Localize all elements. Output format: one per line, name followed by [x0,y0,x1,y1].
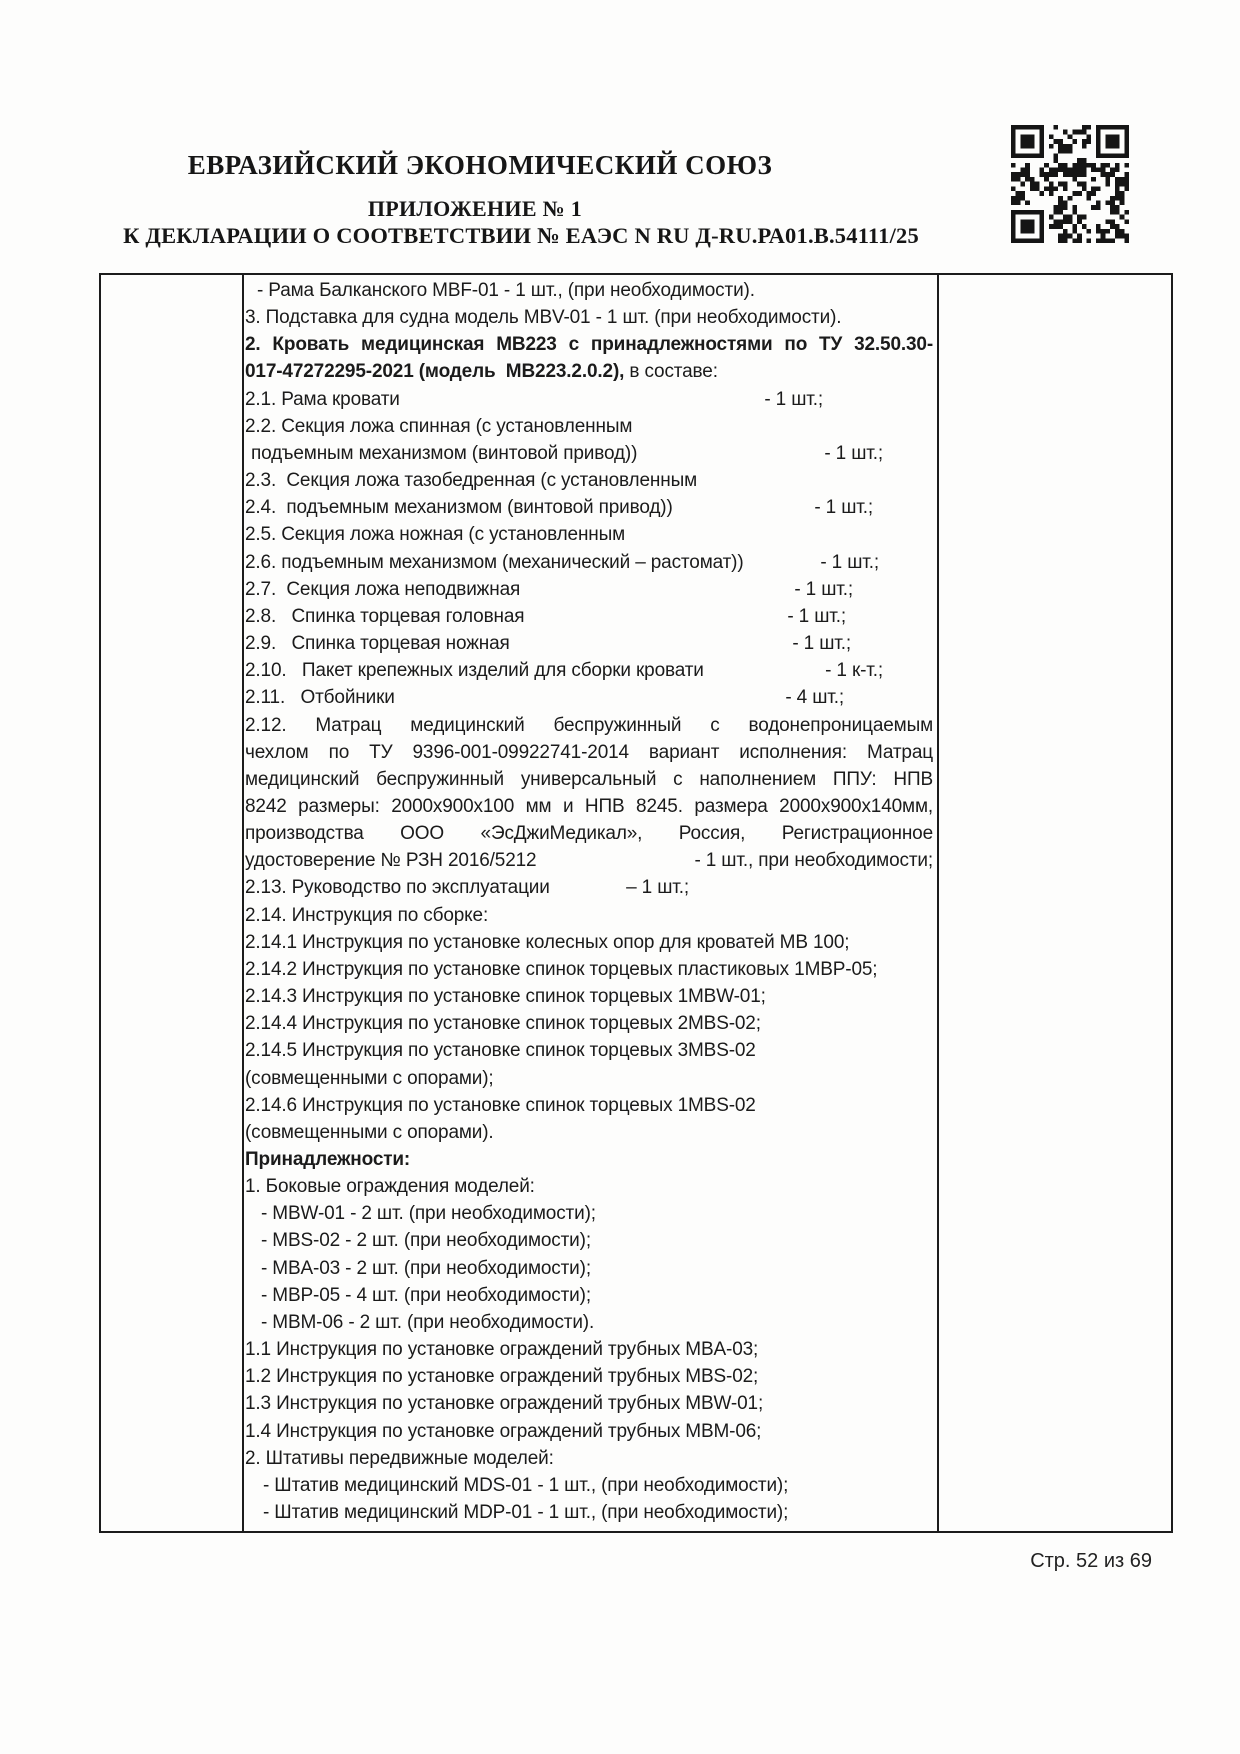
table-row: (совмещенными с опорами). [245,1121,494,1143]
table-row: 1.1 Инструкция по установке ограждений трубных MBA-03; [245,1339,759,1361]
table-row: 2.14.4 Инструкция по установке спинок торцевых 2MBS-02; [245,1013,761,1035]
table-row: 2.3. Секция ложа тазобедренная (с установленным [245,470,698,492]
header-declaration-number: К ДЕКЛАРАЦИИ О СООТВЕТСТВИИ № ЕАЭС N RU Д-RU.РА01.В.54111/25 [123,223,919,248]
table-row: 2.1. Рама кровати - 1 шт.; [245,388,823,410]
table-row: - Штатив медицинский MDP-01 - 1 шт., (при необходимости); [263,1502,789,1524]
table-row: 2.9. Спинка торцевая ножная - 1 шт.; [245,633,851,655]
table-row: 2.12. Матрац медицинский беспружинный с водонепроницаемым [245,714,933,736]
table-row: 3. Подставка для судна модель MBV-01 - 1 шт. (при необходимости). [245,307,842,329]
table-row: - MBW-01 - 2 шт. (при необходимости); [261,1203,596,1225]
table-column-divider-right [937,275,939,1531]
table-row: 2.8. Спинка торцевая головная - 1 шт.; [245,605,846,627]
table-content-column [245,277,933,1526]
table-column-divider-left [242,275,244,1531]
table-row: производства ООО «ЭсДжиМедикал», Россия, Регистрационное [245,823,933,845]
table-row: 2.14. Инструкция по сборке: [245,904,489,926]
table-row: 2.5. Секция ложа ножная (с установленным [245,524,626,546]
table-row: 2.13. Руководство по эксплуатации – 1 шт.; [245,877,689,899]
table-row: 1.4 Инструкция по установке ограждений трубных MBM-06; [245,1420,762,1442]
table-row: 2.14.3 Инструкция по установке спинок торцевых 1MBW-01; [245,986,766,1008]
table-row: (совмещенными с опорами); [245,1067,494,1089]
table-row: - Штатив медицинский MDS-01 - 1 шт., (при необходимости); [263,1474,789,1496]
table-row: 017-47272295-2021 (модель МВ223.2.0.2), в составе: [245,361,718,383]
table-row: - Рама Балканского MBF-01 - 1 шт., (при необходимости). [257,280,755,301]
table-row: - MBS-02 - 2 шт. (при необходимости); [261,1230,591,1252]
table-row: удостоверение № РЗН 2016/5212 - 1 шт., при необходимости; [245,850,933,872]
table-row: медицинский беспружинный универсальный с наполнением ППУ: НПВ [245,768,933,790]
table-row: 2.4. подъемным механизмом (винтовой привод)) - 1 шт.; [245,497,873,519]
table-row: чехлом по ТУ 9396-001-09922741-2014 вариант исполнения: Матрац [245,741,933,763]
table-row: Принадлежности: [245,1149,411,1170]
table-row: 2.11. Отбойники - 4 шт.; [245,687,844,709]
header-appendix-title: ПРИЛОЖЕНИЕ № 1 [367,196,583,221]
table-row: 2.14.2 Инструкция по установке спинок торцевых пластиковых 1МВР-05; [245,958,878,980]
table-row: 1.3 Инструкция по установке ограждений трубных MBW-01; [245,1393,764,1415]
table-row: 2.14.5 Инструкция по установке спинок торцевых 3MBS-02 [245,1040,756,1062]
table-row: 2. Штативы передвижные моделей: [245,1447,554,1469]
table-row: - MBP-05 - 4 шт. (при необходимости); [261,1284,591,1306]
table-row: 2.6. подъемным механизмом (механический – растомат)) - 1 шт.; [245,551,879,573]
table-row: 2.7. Секция ложа неподвижная - 1 шт.; [245,578,853,600]
table-row: 2. Кровать медицинская МВ223 с принадлежностями по ТУ 32.50.30- [245,334,933,356]
table-row: 2.10. Пакет крепежных изделий для сборки кровати - 1 к-т.; [245,660,883,682]
table-row: 1.2 Инструкция по установке ограждений трубных MBS-02; [245,1366,759,1388]
table-row: подъемным механизмом (винтовой привод)) - 1 шт.; [251,442,883,464]
table-row: - MBA-03 - 2 шт. (при необходимости); [261,1257,591,1279]
table-row: 2.14.1 Инструкция по установке колесных опор для кроватей МВ 100; [245,931,850,953]
table-row: 1. Боковые ограждения моделей: [245,1176,535,1198]
qr-code-icon [1011,121,1129,247]
table-row: - MBM-06 - 2 шт. (при необходимости). [261,1311,595,1333]
page-footer: Стр. 52 из 69 [1030,1550,1152,1572]
table-row: 8242 размеры: 2000х900х100 мм и НПВ 8245. размера 2000х900х140мм, [245,795,933,817]
table-row: 2.14.6 Инструкция по установке спинок торцевых 1MBS-02 [245,1094,756,1116]
header-union-title: ЕВРАЗИЙСКИЙ ЭКОНОМИЧЕСКИЙ СОЮЗ [187,150,773,180]
table-row: 2.2. Секция ложа спинная (с установленным [245,415,633,437]
